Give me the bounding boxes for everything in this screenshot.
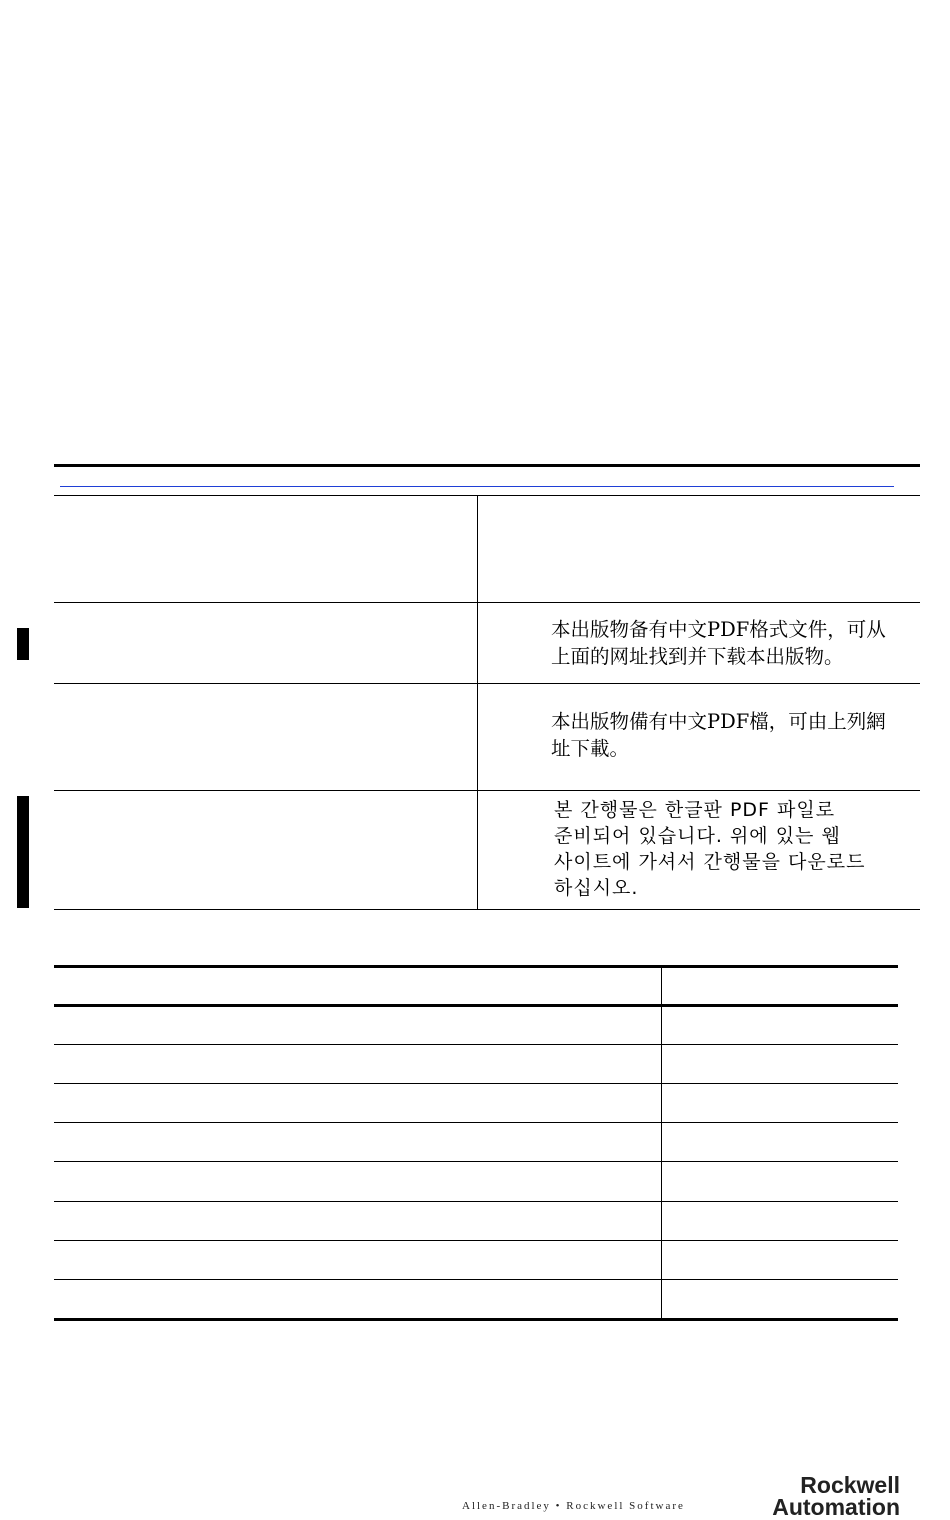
table-row xyxy=(54,1201,898,1202)
table-row xyxy=(54,1240,898,1241)
change-bar xyxy=(17,628,29,660)
row-divider xyxy=(54,790,920,791)
table-row xyxy=(54,1083,898,1084)
table-row xyxy=(54,1122,898,1123)
table-column-divider xyxy=(661,966,662,1320)
brand-tagline: Allen-Bradley • Rockwell Software xyxy=(462,1500,685,1512)
rockwell-automation-logo xyxy=(772,1474,900,1518)
column-divider xyxy=(477,495,478,910)
table-row xyxy=(54,1044,898,1045)
logo-line-1: Rockwell xyxy=(800,1472,900,1498)
row-divider xyxy=(54,683,920,684)
simplified-chinese-note: 本出版物备有中文PDF格式文件，可从 上面的网址找到并下载本出版物。 xyxy=(551,618,886,668)
logo-line-2: Automation xyxy=(772,1494,900,1520)
table-bottom-rule xyxy=(54,1318,898,1321)
row-divider xyxy=(54,495,920,496)
korean-note: 본 간행물은 한글판 PDF 파일로 준비되어 있습니다. 위에 있는 웹 사이트에 가셔서 간행물을 다운로드 하십시오. xyxy=(554,799,866,899)
web-address-link[interactable] xyxy=(60,486,894,487)
change-bar xyxy=(17,796,29,908)
row-divider xyxy=(54,602,920,603)
table-row xyxy=(54,1279,898,1280)
row-divider xyxy=(54,909,920,910)
traditional-chinese-note: 本出版物備有中文PDF檔，可由上列網 址下載。 xyxy=(551,710,886,760)
table-row xyxy=(54,1161,898,1162)
table-header-top-rule xyxy=(54,965,898,968)
table-header-bottom-rule xyxy=(54,1004,898,1007)
table-top-rule xyxy=(54,464,920,467)
